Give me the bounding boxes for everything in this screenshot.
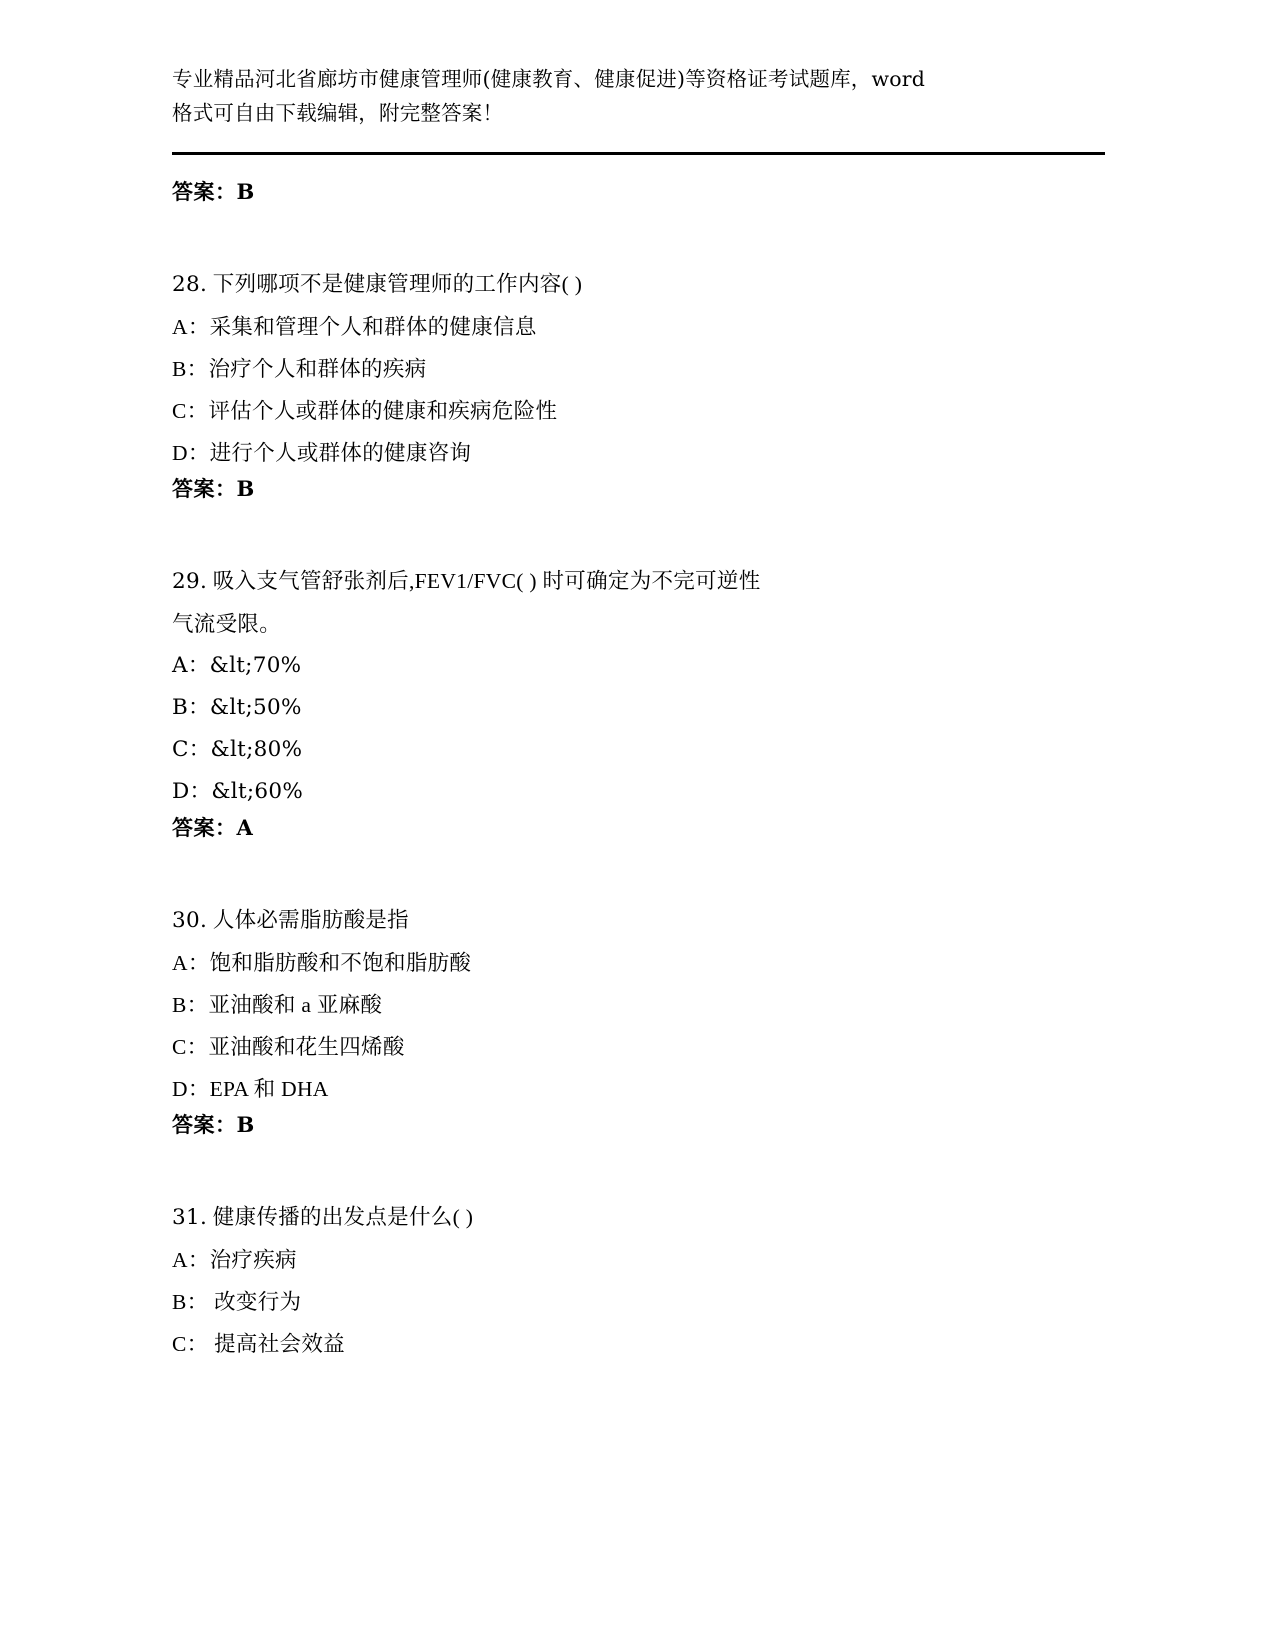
- question-text: 吸入支气管舒张剂后,FEV1/FVC( ) 时可确定为不完可逆性: [212, 569, 761, 593]
- option-a: A：饱和脂肪酸和不饱和脂肪酸: [172, 951, 472, 975]
- answer-line: [172, 1110, 1105, 1140]
- answer-line: [172, 813, 1105, 843]
- option-d: D：进行个人或群体的健康咨询: [172, 441, 472, 465]
- option-a: A：&lt;70%: [172, 653, 302, 678]
- option-d: D：EPA 和 DHA: [172, 1077, 329, 1101]
- question-31: [172, 1196, 1105, 1365]
- answer-label: 答案：: [172, 1113, 237, 1137]
- answer-value: A: [236, 815, 254, 840]
- question-number: 30.: [172, 908, 208, 933]
- question-stem: [172, 899, 1105, 942]
- question-29: [172, 560, 1105, 843]
- option-c: C：&lt;80%: [172, 737, 303, 762]
- question-number: 28.: [172, 272, 208, 297]
- option-b: B：治疗个人和群体的疾病: [172, 357, 427, 381]
- question-stem: [172, 263, 1105, 306]
- question-number: 31.: [172, 1205, 208, 1230]
- question-text: 健康传播的出发点是什么( ): [212, 1205, 474, 1229]
- answer-value: B: [236, 1112, 255, 1137]
- question-stem: [172, 560, 1105, 603]
- question-text: 下列哪项不是健康管理师的工作内容( ): [212, 272, 583, 296]
- option-a: A：治疗疾病: [172, 1248, 297, 1272]
- option-c: C：亚油酸和花生四烯酸: [172, 1035, 405, 1059]
- page-header: [172, 62, 1105, 130]
- answer-line: [172, 474, 1105, 504]
- answer-label: 答案：: [172, 180, 237, 204]
- option-b: B：&lt;50%: [172, 695, 302, 720]
- option-c: C：评估个人或群体的健康和疾病危险性: [172, 399, 558, 423]
- option-a: A：采集和管理个人和群体的健康信息: [172, 315, 537, 339]
- header-divider: [172, 152, 1105, 155]
- question-stem: [172, 1196, 1105, 1239]
- question-number: 29.: [172, 569, 208, 594]
- header-line-1: 专业精品河北省廊坊市健康管理师(健康教育、健康促进)等资格证考试题库，word: [172, 67, 926, 91]
- question-28: [172, 263, 1105, 504]
- question-stem-continued: 气流受限。: [172, 612, 282, 636]
- answer-value: B: [236, 476, 255, 501]
- question-30: [172, 899, 1105, 1140]
- option-c: C： 提高社会效益: [172, 1332, 345, 1356]
- header-line-2: 格式可自由下载编辑，附完整答案！: [172, 101, 504, 125]
- answer-label: 答案：: [172, 816, 237, 840]
- answer-value: B: [236, 179, 255, 204]
- option-b: B：亚油酸和 a 亚麻酸: [172, 993, 383, 1017]
- option-b: B： 改变行为: [172, 1290, 302, 1314]
- answer-line-top: [172, 177, 1105, 207]
- option-d: D：&lt;60%: [172, 779, 304, 804]
- answer-label: 答案：: [172, 477, 237, 501]
- question-text: 人体必需脂肪酸是指: [212, 908, 409, 932]
